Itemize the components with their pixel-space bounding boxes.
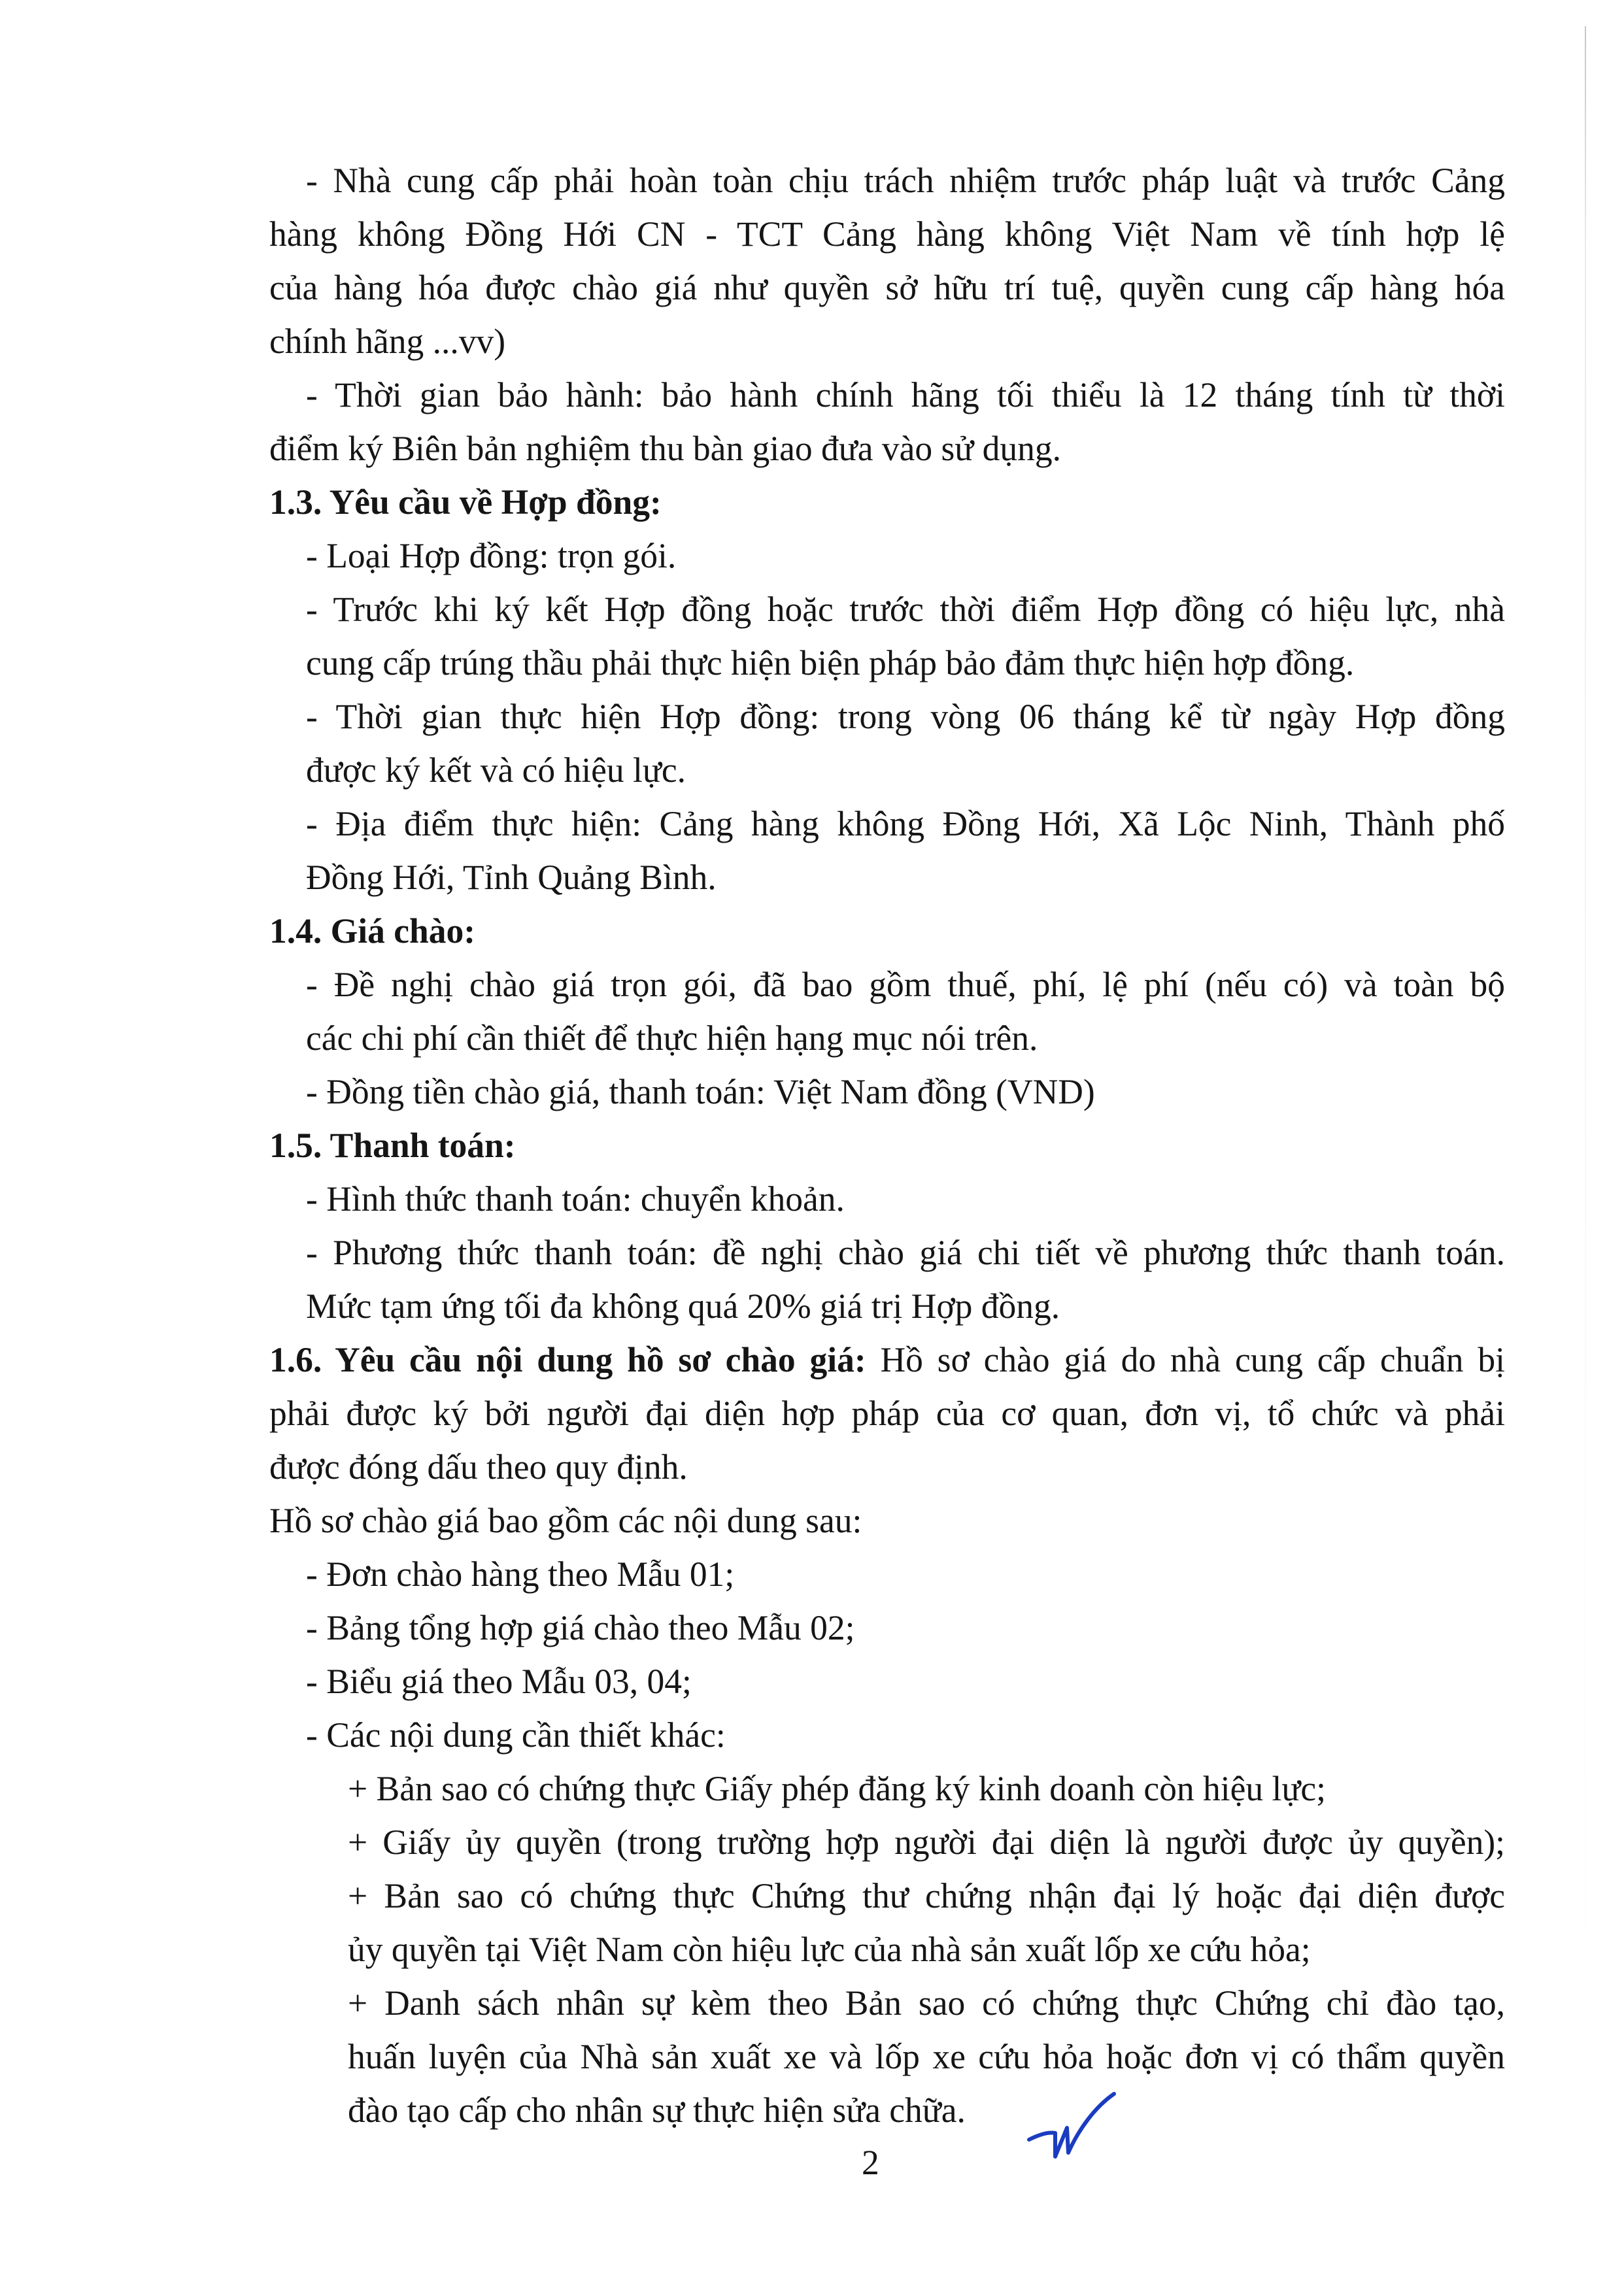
sub-list-item: + Giấy ủy quyền (trong trường hợp người đại diện là người được ủy quyền); bbox=[348, 1823, 1505, 1862]
text-line: - Đề nghị chào giá trọn gói, đã bao gồm thuế, phí, lệ phí (nếu có) và toàn bộ bbox=[306, 965, 1505, 1004]
supplier-responsibility-paragraph bbox=[0, 154, 1624, 368]
section-heading: 1.4. Giá chào: bbox=[269, 911, 476, 951]
list-item: - Bảng tổng hợp giá chào theo Mẫu 02; bbox=[306, 1608, 855, 1647]
text-line: - Nhà cung cấp phải hoàn toàn chịu trách nhiệm trước pháp luật và trước Cảng bbox=[306, 161, 1505, 200]
text-line: đào tạo cấp cho nhân sự thực hiện sửa chữa. bbox=[348, 2091, 966, 2130]
signature-initials-mark bbox=[1026, 2089, 1118, 2164]
section-1-6 bbox=[0, 1333, 1624, 2137]
sub-list-item: + Bản sao có chứng thực Chứng thư chứng nhận đại lý hoặc đại diện được bbox=[348, 1876, 1505, 1915]
section-1-5 bbox=[0, 1119, 1624, 1333]
sub-list-item: + Danh sách nhân sự kèm theo Bản sao có chứng thực Chứng chỉ đào tạo, bbox=[348, 1983, 1505, 2023]
text-line: - Đồng tiền chào giá, thanh toán: Việt Nam đồng (VND) bbox=[306, 1072, 1095, 1111]
text-line bbox=[269, 1333, 1505, 1387]
text-line: được đóng dấu theo quy định. bbox=[269, 1447, 688, 1487]
list-item: - Đơn chào hàng theo Mẫu 01; bbox=[306, 1555, 735, 1594]
section-heading: 1.6. Yêu cầu nội dung hồ sơ chào giá: bbox=[269, 1340, 866, 1379]
text-line: chính hãng ...vv) bbox=[269, 322, 506, 361]
text-line: được ký kết và có hiệu lực. bbox=[306, 750, 686, 790]
text-line: - Địa điểm thực hiện: Cảng hàng không Đồng Hới, Xã Lộc Ninh, Thành phố bbox=[306, 804, 1505, 843]
text-line: Hồ sơ chào giá bao gồm các nội dung sau: bbox=[269, 1501, 862, 1540]
warranty-paragraph bbox=[0, 368, 1624, 475]
text-line: - Loại Hợp đồng: trọn gói. bbox=[306, 536, 677, 575]
section-intro-text: Hồ sơ chào giá do nhà cung cấp chuẩn bị bbox=[866, 1340, 1505, 1379]
text-line: các chi phí cần thiết để thực hiện hạng mục nói trên. bbox=[306, 1018, 1038, 1058]
section-1-4 bbox=[0, 904, 1624, 1119]
text-line: huấn luyện của Nhà sản xuất xe và lốp xe cứu hỏa hoặc đơn vị có thẩm quyền bbox=[348, 2037, 1505, 2076]
document-body bbox=[0, 154, 1624, 2137]
section-heading: 1.5. Thanh toán: bbox=[269, 1126, 516, 1165]
text-line: - Hình thức thanh toán: chuyển khoản. bbox=[306, 1179, 845, 1219]
text-line: - Phương thức thanh toán: đề nghị chào giá chi tiết về phương thức thanh toán. bbox=[306, 1233, 1505, 1272]
section-heading: 1.3. Yêu cầu về Hợp đồng: bbox=[269, 482, 662, 522]
list-item: - Biểu giá theo Mẫu 03, 04; bbox=[306, 1662, 692, 1701]
page-number: 2 bbox=[862, 2143, 879, 2182]
section-1-3 bbox=[0, 475, 1624, 904]
text-line: - Thời gian bảo hành: bảo hành chính hãng tối thiểu là 12 tháng tính từ thời bbox=[306, 375, 1505, 414]
sub-list-item: + Bản sao có chứng thực Giấy phép đăng ký kinh doanh còn hiệu lực; bbox=[348, 1769, 1326, 1808]
text-line: Đồng Hới, Tỉnh Quảng Bình. bbox=[306, 858, 717, 897]
signature-stroke bbox=[1029, 2094, 1114, 2157]
text-line: - Trước khi ký kết Hợp đồng hoặc trước thời điểm Hợp đồng có hiệu lực, nhà bbox=[306, 590, 1505, 629]
text-line: Mức tạm ứng tối đa không quá 20% giá trị Hợp đồng. bbox=[306, 1287, 1060, 1326]
text-line: hàng không Đồng Hới CN - TCT Cảng hàng không Việt Nam về tính hợp lệ bbox=[269, 214, 1505, 254]
text-line: ủy quyền tại Việt Nam còn hiệu lực của nhà sản xuất lốp xe cứu hỏa; bbox=[348, 1930, 1311, 1969]
text-line: phải được ký bởi người đại diện hợp pháp của cơ quan, đơn vị, tổ chức và phải bbox=[269, 1394, 1505, 1433]
text-line: điểm ký Biên bản nghiệm thu bàn giao đưa vào sử dụng. bbox=[269, 429, 1062, 468]
text-line: của hàng hóa được chào giá như quyền sở hữu trí tuệ, quyền cung cấp hàng hóa bbox=[269, 268, 1505, 307]
text-line: - Thời gian thực hiện Hợp đồng: trong vòng 06 tháng kể từ ngày Hợp đồng bbox=[306, 697, 1505, 736]
list-item: - Các nội dung cần thiết khác: bbox=[306, 1715, 726, 1755]
text-line: cung cấp trúng thầu phải thực hiện biện pháp bảo đảm thực hiện hợp đồng. bbox=[306, 643, 1355, 682]
